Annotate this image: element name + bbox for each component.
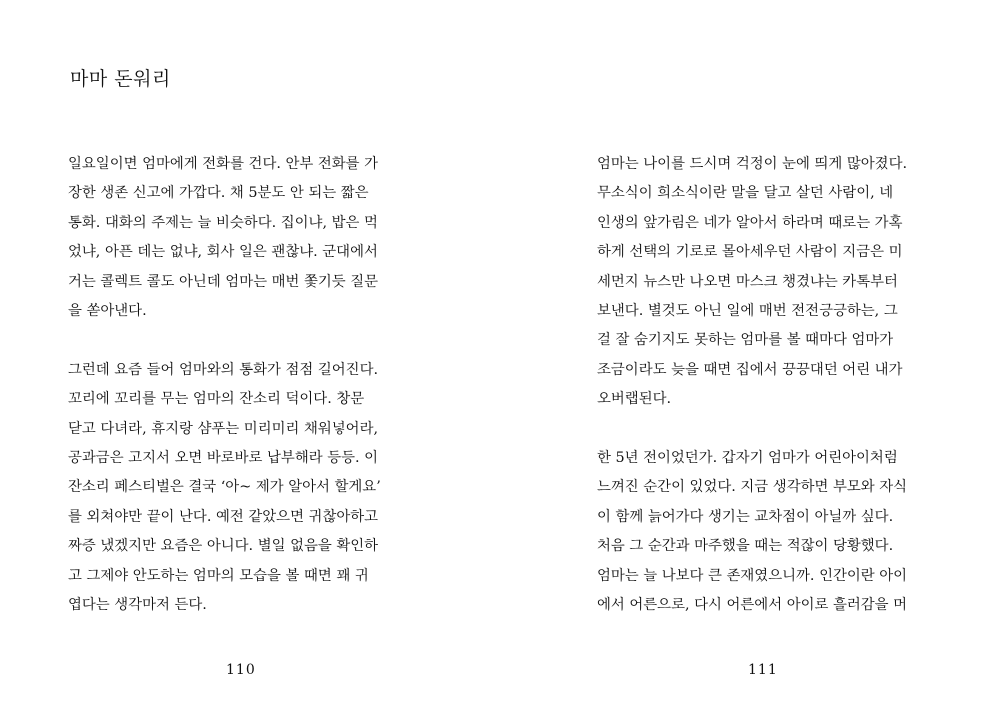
text-line: 공과금은 고지서 오면 바로바로 납부해라 등등. 이 — [68, 450, 379, 467]
paragraph — [68, 150, 413, 326]
text-line: 조금이라도 늦을 때면 집에서 끙끙대던 어린 내가 — [597, 361, 903, 378]
text-line: 엽다는 생각마저 든다. — [68, 597, 207, 614]
text-line: 걸 잘 숨기지도 못하는 엄마를 볼 때마다 엄마가 — [597, 332, 894, 349]
text-line: 고 그제야 안도하는 엄마의 모습을 볼 때면 꽤 귀 — [68, 567, 369, 584]
text-line: 짜증 냈겠지만 요즘은 아니다. 별일 없음을 확인하 — [68, 538, 379, 555]
text-line: 를 외쳐야만 끝이 난다. 예전 같았으면 귀찮아하고 — [68, 508, 379, 525]
text-line: 꼬리에 꼬리를 무는 엄마의 잔소리 덕이다. 창문 — [68, 391, 365, 408]
text-line: 그런데 요즘 들어 엄마와의 통화가 점점 길어진다. — [68, 361, 379, 378]
text-line: 보낸다. 별것도 아닌 일에 매번 전전긍긍하는, 그 — [597, 303, 898, 320]
text-line: 닫고 다녀라, 휴지랑 샴푸는 미리미리 채워넣어라, — [68, 420, 379, 437]
text-line: 인생의 앞가림은 네가 알아서 하라며 때로는 가혹 — [597, 214, 903, 231]
text-line: 오버랩된다. — [597, 391, 672, 408]
left-body-text — [68, 150, 413, 620]
text-line: 이 함께 늙어가다 생기는 교차점이 아닐까 싶다. — [597, 508, 894, 525]
text-line: 을 쏟아낸다. — [68, 303, 147, 320]
text-line: 처음 그 순간과 마주했을 때는 적잖이 당황했다. — [597, 538, 894, 555]
text-line: 잔소리 페스티벌은 결국 ‘아~ 제가 알아서 할게요’ — [68, 479, 381, 496]
text-line: 세먼지 뉴스만 나오면 마스크 챙겼냐는 카톡부터 — [597, 273, 898, 290]
page-number: 110 — [226, 662, 256, 678]
paragraph — [597, 444, 942, 620]
text-line: 일요일이면 엄마에게 전화를 건다. 안부 전화를 가 — [68, 156, 379, 172]
text-line: 느껴진 순간이 있었다. 지금 생각하면 부모와 자식 — [597, 479, 908, 496]
text-line: 엄마는 나이를 드시며 걱정이 눈에 띄게 많아졌다. — [597, 156, 908, 172]
text-line: 엄마는 늘 나보다 큰 존재였으니까. 인간이란 아이 — [597, 567, 908, 584]
paragraph — [597, 150, 942, 415]
paragraph — [68, 356, 413, 621]
right-body-text — [597, 150, 942, 620]
text-line: 한 5년 전이었던가. 갑자기 엄마가 어린아이처럼 — [597, 450, 898, 467]
text-line: 거는 콜렉트 콜도 아닌데 엄마는 매번 쫓기듯 질문 — [68, 273, 379, 290]
text-line: 장한 생존 신고에 가깝다. 채 5분도 안 되는 짧은 — [68, 185, 369, 202]
text-line: 었냐, 아픈 데는 없냐, 회사 일은 괜찮냐. 군대에서 — [68, 244, 378, 261]
right-page — [500, 0, 1000, 714]
chapter-title: 마마 돈워리 — [70, 68, 171, 90]
text-line: 무소식이 희소식이란 말을 달고 살던 사람이, 네 — [597, 185, 894, 202]
text-line: 에서 어른으로, 다시 어른에서 아이로 흘러감을 머 — [597, 597, 908, 614]
text-line: 통화. 대화의 주제는 늘 비슷하다. 집이냐, 밥은 먹 — [68, 214, 378, 231]
text-line: 하게 선택의 기로로 몰아세우던 사람이 지금은 미 — [597, 244, 903, 261]
page-number: 111 — [748, 662, 778, 678]
